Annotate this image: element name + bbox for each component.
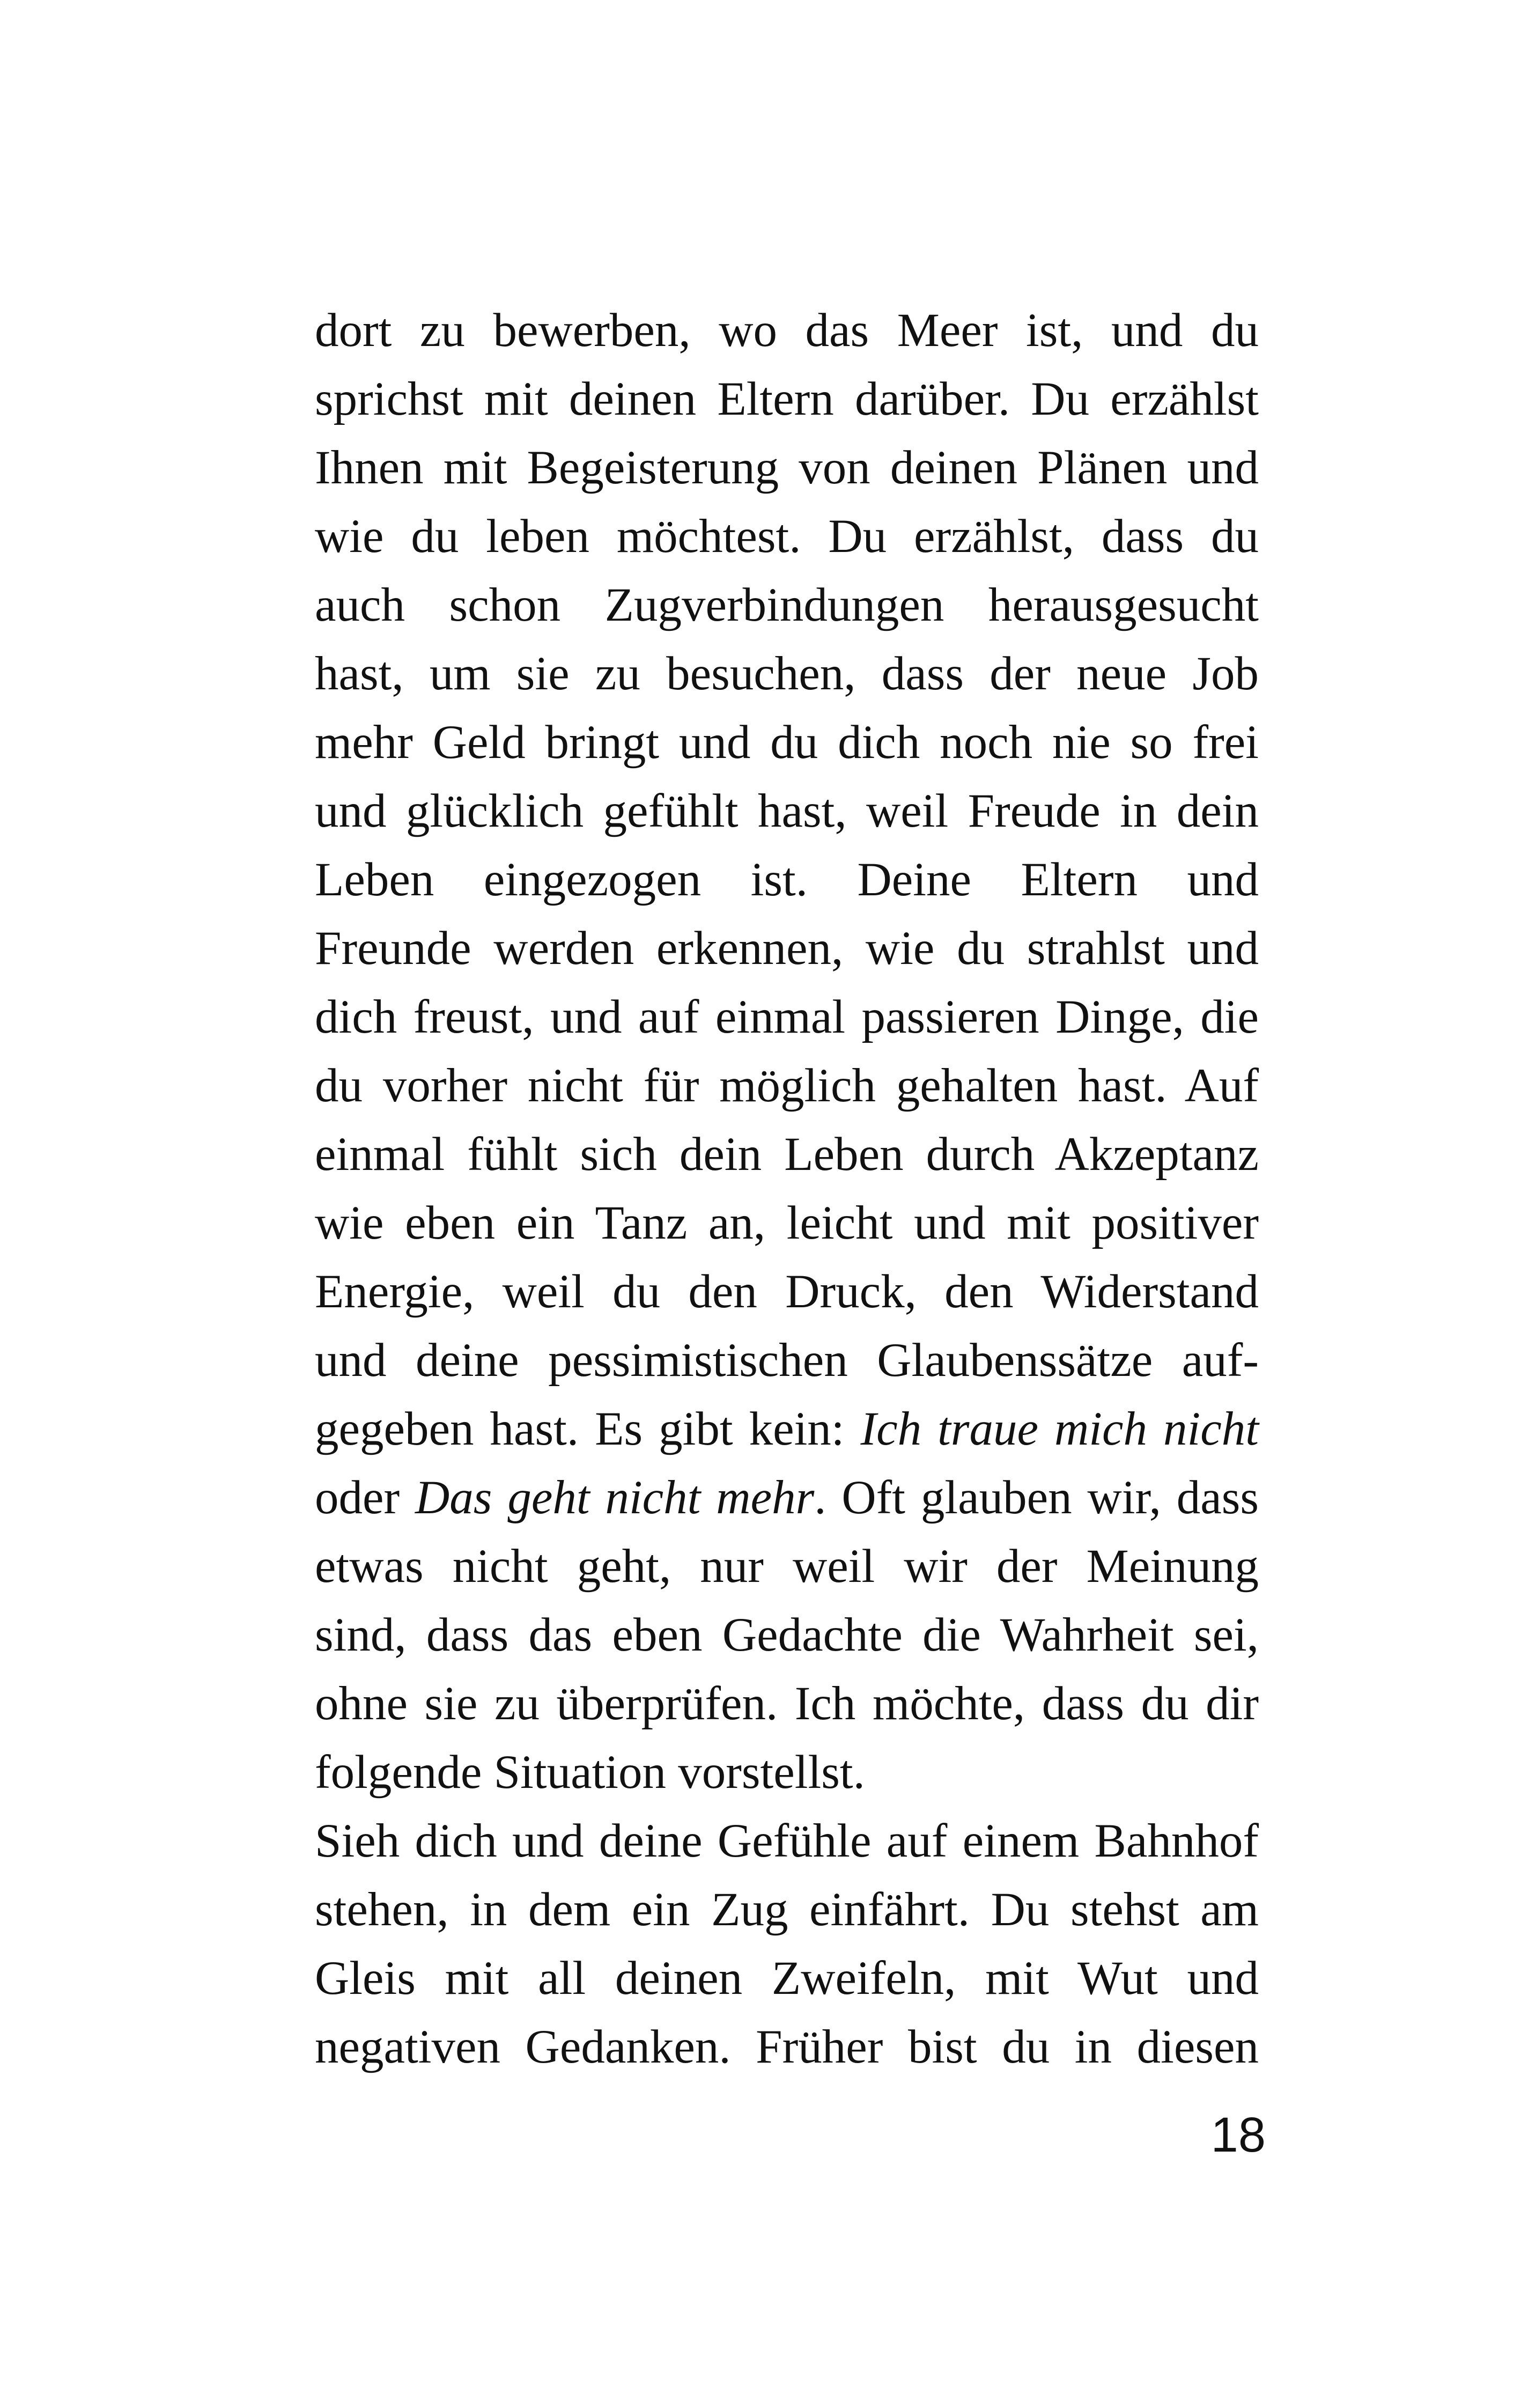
text-line-with-italic: [315, 1463, 1259, 1532]
text-line: wie eben ein Tanz an, leicht und mit positiver: [315, 1197, 1259, 1249]
text-line: etwas nicht geht, nur weil wir der Meinung: [315, 1540, 1259, 1593]
paragraph-end-line: folgende Situation vorstellst.: [315, 1746, 865, 1799]
text-line: Freunde werden erkennen, wie du strahlst und: [315, 922, 1259, 975]
text-line: du vorher nicht für möglich gehalten hast. Auf: [315, 1059, 1259, 1112]
italic-phrase: Ich traue mich nicht: [860, 1403, 1259, 1455]
text-line: auch schon Zugverbindungen herausgesucht: [315, 579, 1259, 631]
text-line: und deine pessimistischen Glaubenssätze auf-: [315, 1334, 1259, 1387]
text-segment: . Oft glauben wir, dass: [814, 1471, 1259, 1524]
body-text: [315, 296, 1259, 2081]
text-line: dort zu bewerben, wo das Meer ist, und du: [315, 304, 1259, 357]
page-number: 18: [1210, 2108, 1266, 2162]
text-line: Ihnen mit Begeisterung von deinen Plänen und: [315, 441, 1259, 494]
text-line: Gleis mit all deinen Zweifeln, mit Wut und: [315, 1952, 1259, 2005]
text-line: stehen, in dem ein Zug einfährt. Du stehst am: [315, 1883, 1259, 1936]
text-line-with-italic: [315, 1395, 1259, 1463]
text-line: und glücklich gefühlt hast, weil Freude in dein: [315, 785, 1259, 837]
text-line: sprichst mit deinen Eltern darüber. Du erzählst: [315, 373, 1259, 425]
text-line: hast, um sie zu besuchen, dass der neue Job: [315, 647, 1259, 700]
text-line: sind, dass das eben Gedachte die Wahrheit sei,: [315, 1609, 1259, 1661]
text-line: mehr Geld bringt und du dich noch nie so frei: [315, 716, 1259, 769]
italic-phrase: Das geht nicht mehr: [415, 1471, 815, 1524]
text-line: dich freust, und auf einmal passieren Dinge, die: [315, 991, 1259, 1043]
text-line: negativen Gedanken. Früher bist du in diesen: [315, 2021, 1259, 2073]
text-line: Leben eingezogen ist. Deine Eltern und: [315, 853, 1259, 906]
text-line: Energie, weil du den Druck, den Widerstand: [315, 1265, 1259, 1318]
text-segment: gegeben hast. Es gibt kein:: [315, 1403, 861, 1455]
text-line: Sieh dich und deine Gefühle auf einem Bahnhof: [315, 1815, 1259, 1867]
text-line: einmal fühlt sich dein Leben durch Akzeptanz: [315, 1128, 1259, 1181]
text-line: ohne sie zu überprüfen. Ich möchte, dass du dir: [315, 1677, 1259, 1730]
text-segment: oder: [315, 1471, 416, 1524]
text-line: wie du leben möchtest. Du erzählst, dass du: [315, 510, 1259, 563]
